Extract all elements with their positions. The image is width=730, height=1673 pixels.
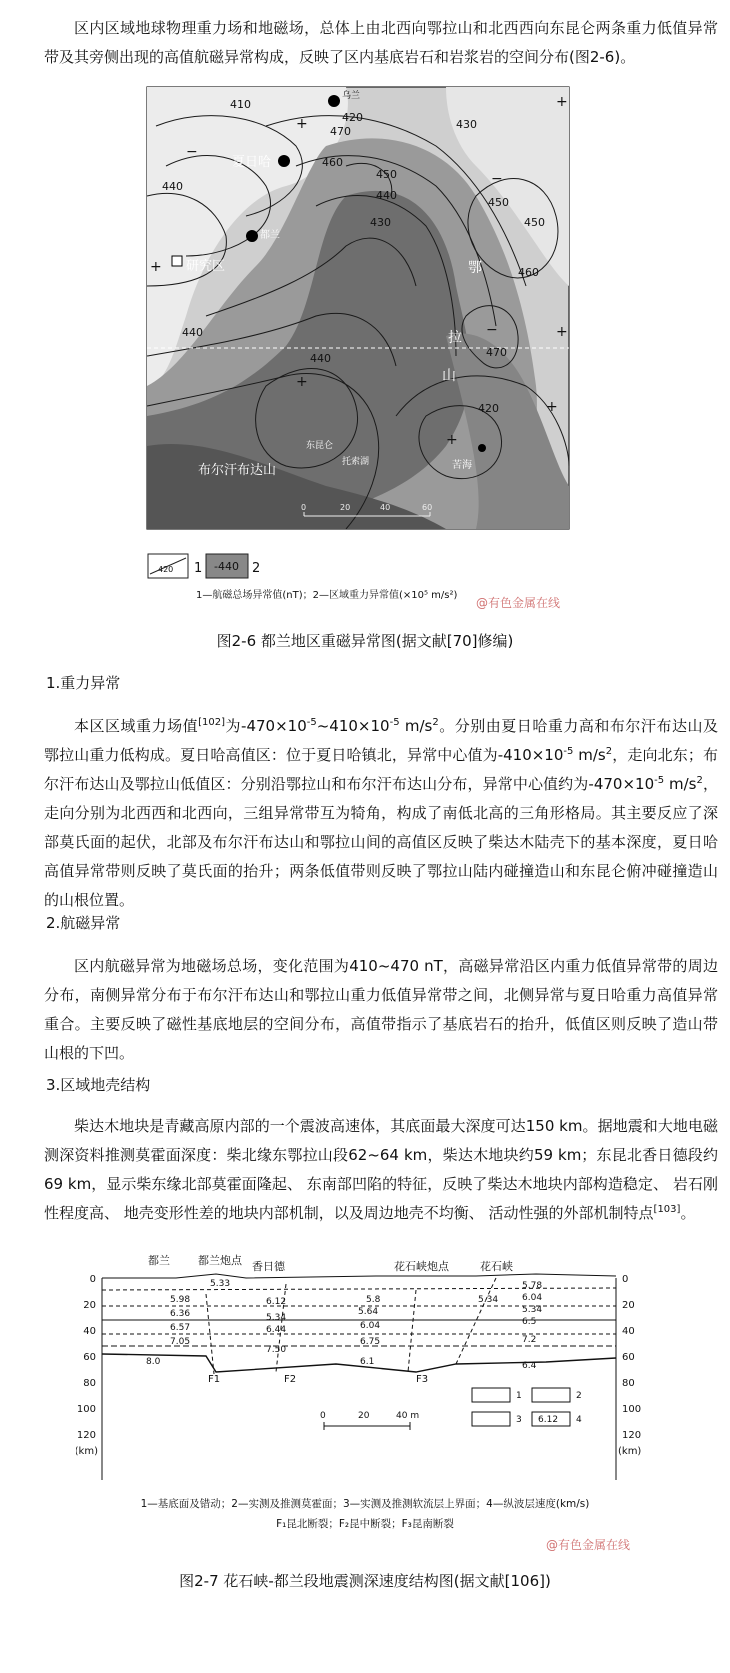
label-xiangride: 香日德 (252, 1260, 285, 1273)
section-heading-aeromagnetic: 2.航磁异常 (46, 914, 121, 932)
contour-label: 460 (518, 266, 539, 279)
velocity-value: 7.2 (522, 1335, 537, 1345)
velocity-value: 5.34 (522, 1305, 543, 1315)
svg-text:+: + (556, 94, 568, 110)
section-legend-note: 1—基底面及错动；2—实测及推测莫霍面；3—实测及推测软流层上界面；4—纵波层速度(km/s) F₁昆北断裂；F₂昆中断裂；F₃昆南断裂 (140, 1498, 590, 1530)
fault-label: F2 (284, 1374, 297, 1385)
velocity-value: 5.8 (366, 1295, 381, 1305)
watermark: @有色金属在线 (546, 1538, 631, 1552)
svg-text:+: + (296, 116, 308, 132)
city-wulan: 乌兰 (342, 91, 361, 101)
contour-label: 450 (376, 168, 397, 181)
svg-text:−: − (186, 144, 198, 160)
legend-gravity-value: -440 (214, 560, 239, 573)
contour-label: 460 (322, 156, 343, 169)
contour-label: 430 (370, 216, 391, 229)
contour-label: 440 (162, 180, 183, 193)
intro-paragraph: 区内区域地球物理重力场和地磁场，总体上由北西向鄂拉山和北西西向东昆仑两条重力低值异常带及其旁侧出现的高值航磁异常构成，反映了区内基底岩石和岩浆岩的空间分布(图2-6)。 (44, 19, 718, 66)
velocity-value: 6.1 (360, 1357, 375, 1367)
depth-unit: (km) (618, 1446, 642, 1457)
svg-text:+: + (446, 432, 458, 448)
contour-label: 470 (330, 125, 351, 138)
legend-num: 3 (516, 1415, 522, 1425)
velocity-value: 6.04 (360, 1321, 381, 1331)
svg-text:+: + (556, 324, 568, 340)
depth-tick: 20 (83, 1300, 96, 1311)
gravity-magnetic-map (146, 86, 570, 530)
contour-label: 440 (376, 189, 397, 202)
section-heading-crust: 3.区域地壳结构 (46, 1076, 151, 1094)
velocity-value: 7.50 (266, 1345, 287, 1355)
legend-contour-value: 420 (158, 565, 174, 574)
svg-text:−: − (486, 322, 498, 338)
depth-tick: 80 (83, 1378, 96, 1389)
ela-char-2: 拉 (448, 330, 462, 346)
depth-tick: 80 (622, 1378, 635, 1389)
legend-num: 2 (576, 1391, 582, 1401)
section-scale-tick: 20 (358, 1411, 370, 1421)
scale-tick: 0 (301, 503, 307, 512)
velocity-value: 8.0 (146, 1357, 161, 1367)
velocity-value: 5.98 (170, 1295, 191, 1305)
seismic-velocity-section (76, 1254, 654, 1494)
section-gravity-body: 本区区域重力场值[102]为$-470\times 10^{-5}\sim 410\times 10^{-5}$ $m/s^2$。分别由夏日哈重力高和布尔汗布达山及鄂拉山重力低构成。夏日哈高值区：位于夏日哈镇北，异常中心值为$-410\times 10^{-5}$ $m/s^2$，走向北东；布尔汗布达山及鄂拉山低值区：分别沿鄂拉山和布尔汗布达山分布，异常中心值约为$-470\times 10^{-5}$ $m/s^2$，走向分别为北西西和北西向，三组异常带互为犄角，构成了南低北高的三角形格局。其主要反应了深部莫氏面的起伏，北部及布尔汗布达山和鄂拉山间的高值区反映了柴达木陆壳下的基本深度，夏日哈高值异常带则反映了莫氏面的抬升；两条低值带则反映了鄂拉山陆内碰撞造山和东昆仑俯冲碰撞造山的山根位置。 (44, 717, 718, 909)
fault-label: F1 (208, 1374, 221, 1385)
depth-tick: 120 (76, 1430, 96, 1441)
map-legend-note: 1—航磁总场异常值(nT)；2—区域重力异常值(×10⁵ m/s²) (196, 590, 458, 601)
contour-label: 440 (182, 326, 203, 339)
section-scale-tick: 0 (320, 1411, 326, 1421)
ela-char-1: 鄂 (468, 260, 482, 276)
section-aeromagnetic-body: 区内航磁异常为地磁场总场，变化范围为410~470 nT，高磁异常沿区内重力低值异常带的周边分布，南侧异常分布于布尔汗布达山和鄂拉山重力低值异常带之间，北侧异常与夏日哈重力高值异常重合。主要反映了磁性基底地层的空间分布，高值带指示了基底岩石的抬升，低值区则反映了造山带山根的下凹。 (44, 957, 718, 1062)
velocity-value: 6.36 (170, 1309, 191, 1319)
contour-label: 410 (230, 98, 251, 111)
depth-tick: 40 (83, 1326, 96, 1337)
label-huashixia: 花石峡 (480, 1260, 513, 1273)
label-huashixia-shot: 花石峡炮点 (394, 1260, 449, 1273)
velocity-value: 7.05 (170, 1337, 191, 1347)
legend-num-2: 2 (252, 561, 261, 576)
legend-num: 1 (516, 1391, 522, 1401)
svg-text:+: + (546, 399, 558, 415)
velocity-value: 6.44 (266, 1325, 287, 1335)
svg-text:+: + (296, 374, 308, 390)
depth-tick: 60 (622, 1352, 635, 1363)
scale-tick: 20 (340, 503, 351, 512)
tuosuo-lake-label: 托索湖 (342, 457, 370, 467)
velocity-value: 6.57 (170, 1323, 191, 1333)
city-xiarihar: 夏日哈 (232, 155, 272, 170)
contour-label: 470 (486, 346, 507, 359)
contour-label: 450 (488, 196, 509, 209)
velocity-value: 5.64 (358, 1307, 379, 1317)
contour-label: 440 (310, 352, 331, 365)
depth-tick: 100 (76, 1404, 96, 1415)
city-dulan: 都兰 (260, 230, 280, 241)
city-kuhai: 苦海 (452, 460, 472, 471)
depth-tick: 40 (622, 1326, 635, 1337)
depth-tick: 100 (622, 1404, 642, 1415)
depth-unit: (km) (76, 1446, 98, 1457)
ela-char-3: 山 (442, 368, 456, 384)
velocity-value: 5.78 (522, 1281, 543, 1291)
velocity-value: 6.12 (266, 1297, 287, 1307)
east-kunlun-label: 东昆仑 (306, 441, 334, 451)
depth-tick: 0 (89, 1274, 96, 1285)
legend-num: 4 (576, 1415, 582, 1425)
velocity-value: 5.33 (210, 1279, 231, 1289)
svg-text:−: − (491, 171, 503, 187)
depth-tick: 0 (622, 1274, 629, 1285)
velocity-value: 6.4 (522, 1361, 537, 1371)
watermark: @有色金属在线 (476, 596, 561, 610)
contour-label: 420 (478, 402, 499, 415)
section-crust-body: 柴达木地块是青藏高原内部的一个震波高速体，其底面最大深度可达150 km。据地震和大地电磁测深资料推测莫霍面深度：柴北缘东鄂拉山段62~64 km，柴达木地块约59 km；东昆北香日德段约69 km，显示柴东缘北部莫霍面隆起、 东南部凹陷的特征，反映了柴达木地块内部构造稳定、 岩石刚性程度高、 地壳变形性差的地块内部机制，以及周边地壳不均衡、 活动性强的外部机制特点[103]。 (44, 1117, 718, 1222)
scale-tick: 60 (422, 503, 433, 512)
figure-caption-2-7: 图2-7 花石峡-都兰段地震测深速度结构图(据文献[106]) (179, 1572, 551, 1590)
depth-tick: 20 (622, 1300, 635, 1311)
contour-label: 450 (524, 216, 545, 229)
contour-label: 420 (342, 111, 363, 124)
scale-tick: 40 (380, 503, 391, 512)
velocity-value: 5.34 (478, 1295, 499, 1305)
depth-tick: 60 (83, 1352, 96, 1363)
figure-caption-2-6: 图2-6 都兰地区重磁异常图(据文献[70]修编) (216, 632, 514, 650)
velocity-value: 6.75 (360, 1337, 381, 1347)
section-scale-tick: 40 m (396, 1411, 420, 1421)
label-dulan-shot: 都兰炮点 (198, 1254, 242, 1267)
study-area-label: 研究区 (186, 259, 226, 274)
velocity-value: 5.34 (266, 1313, 287, 1323)
fault-label: F3 (416, 1374, 429, 1385)
velocity-value: 6.5 (522, 1317, 537, 1327)
velocity-value: 6.04 (522, 1293, 543, 1303)
section-heading-gravity: 1.重力异常 (46, 674, 121, 692)
label-dulan: 都兰 (148, 1254, 170, 1267)
legend-velocity-box: 6.12 (538, 1415, 559, 1425)
contour-label: 430 (456, 118, 477, 131)
depth-tick: 120 (622, 1430, 642, 1441)
legend-num-1: 1 (194, 561, 203, 576)
map-svg (146, 86, 570, 530)
buerhanbuda-label: 布尔汗布达山 (198, 463, 277, 478)
svg-text:+: + (150, 259, 162, 275)
